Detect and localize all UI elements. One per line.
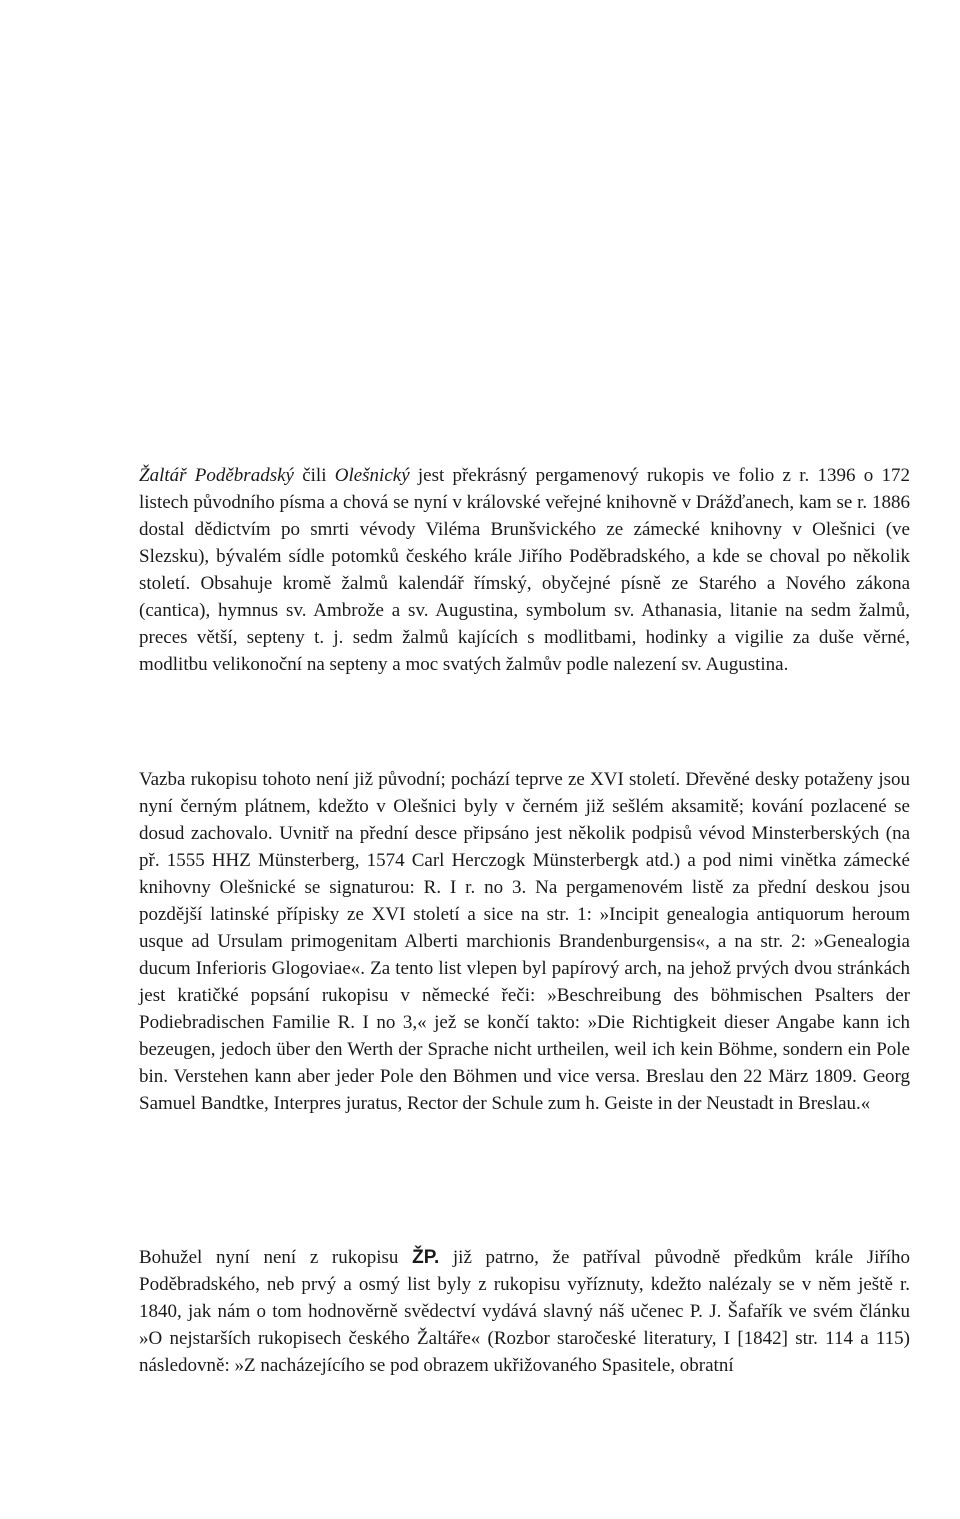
- paragraph-2: [93, 766, 910, 1117]
- title-conjunction: čili: [293, 465, 335, 486]
- paragraph-1: [93, 462, 910, 678]
- paragraph-2-text: Vazba rukopisu tohoto není již původní; pochází teprve ze XVI století. Dřevěné desky potaženy jsou nyní černým plátnem, kdežto v Olešnici byly v černém již sešlém aksamitě; kování pozlacené se dosud zachovalo. Uvnitř na přední desce připsáno jest několik podpisů vévod Minsterberských (na př. 1555 HHZ Münsterberg, 1574 Carl Herczogk Münsterbergk atd.) a pod nimi vinětka zámecké knihovny Olešnické se signaturou: R. I r. no 3. Na pergamenovém listě za přední deskou jsou pozdější latinské přípisky ze XVI století a sice na str. 1: »Incipit genealogia antiquorum heroum usque ad Ursulam primogenitam Alberti marchionis Brandenburgensis«, a na str. 2: »Genealogia ducum Inferioris Glogoviae«. Za tento list vlepen byl papírový arch, na jehož prvých dvou stránkách jest kratičké popsání rukopisu v německé řeči: »Beschreibung des böhmischen Psalters der Podiebradischen Familie R. I no 3,« jež se končí takto: »Die Richtigkeit dieser Angabe kann ich bezeugen, jedoch über den Werth der Sprache nicht urtheilen, weil ich kein Böhme, sondern ein Pole bin. Verstehen kann aber jeder Pole den Böhmen und vice versa. Breslau den 22 März 1809. Georg Samuel Bandtke, Interpres juratus, Rector der Schule zum h. Geiste in der Neustadt in Breslau.«: [139, 769, 910, 1114]
- page: [93, 0, 910, 1519]
- paragraph-3-text-before: Bohužel nyní není z rukopisu: [139, 1247, 413, 1268]
- title-italic: Žaltář Poděbradský: [139, 465, 294, 486]
- paragraph-3: [93, 1244, 910, 1379]
- paragraph-1-text: jest překrásný pergamenový rukopis ve folio z r. 1396 o 172 listech původního písma a chová se nyní v královské veřejné knihovně v Drážďanech, kam se r. 1886 dostal dědictvím po smrti vévody Viléma Brunšvického ze zámecké knihovny v Olešnici (ve Slezsku), bývalém sídle potomků českého krále Jiřího Poděbradského, a kde se choval po několik století. Obsahuje kromě žalmů kalendář římský, obyčejné písně ze Starého a Nového zákona (cantica), hymnus sv. Ambrože a sv. Augustina, symbolum sv. Athanasia, litanie na sedm žalmů, preces větší, septeny t. j. sedm žalmů kajících s modlitbami, hodinky a vigilie za duše věrné, modlitbu velikonoční na septeny a moc svatých žalmův podle nalezení sv. Augustina.: [139, 465, 910, 675]
- manuscript-abbreviation: ŽP.: [412, 1247, 440, 1268]
- paragraph-3-text-after: již patrno, že patříval původně předkům krále Jiřího Poděbradského, neb prvý a osmý list byly z rukopisu vyříznuty, kdežto nalézaly se v něm ještě r. 1840, jak nám o tom hodnověrně svědectví vydává slavný náš učenec P. J. Šafařík ve svém článku »O nejstarších rukopisech českého Žaltáře« (Rozbor staročeské literatury, I [1842] str. 114 a 115) následovně: »Z nacházejícího se pod obrazem ukřižovaného Spasitele, obratní: [139, 1247, 910, 1376]
- alt-title-italic: Olešnický: [334, 465, 410, 486]
